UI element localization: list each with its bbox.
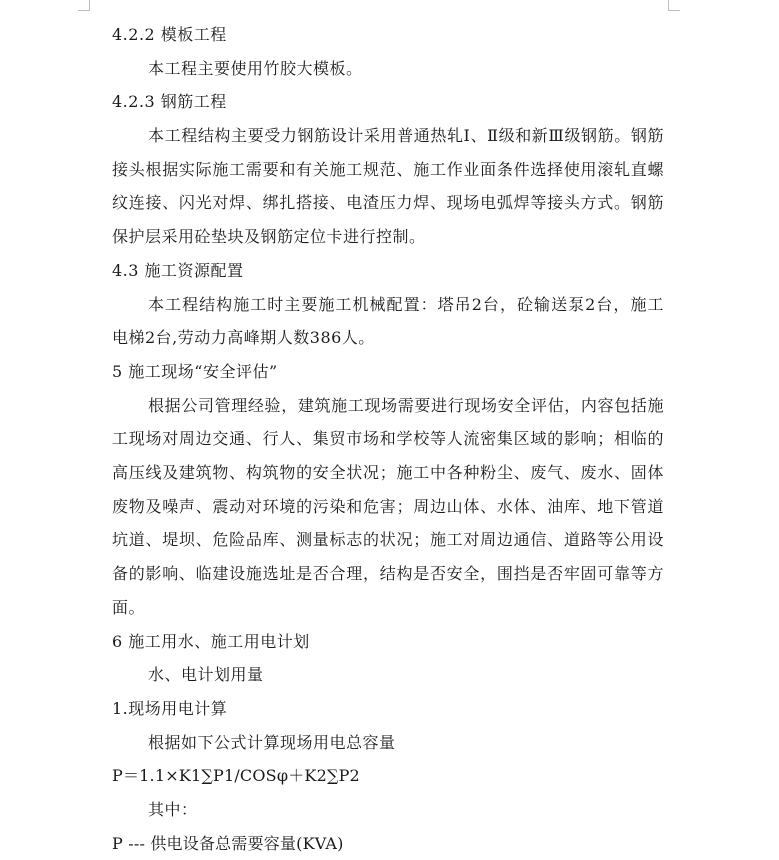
paragraph-formwork: 本工程主要使用竹胶大模板。 (148, 58, 363, 78)
document-body (112, 18, 664, 860)
heading-6-1: 1.现场用电计算 (112, 698, 228, 718)
power-formula: P＝1.1×K1∑P1/COSφ＋K2∑P2 (112, 766, 360, 786)
heading-4-3: 4.3 施工资源配置 (112, 260, 244, 280)
crop-mark-left-vertical (89, 0, 90, 10)
paragraph-water-power-plan: 水、电计划用量 (148, 665, 264, 685)
paragraph-safety-assessment: 根据公司管理经验，建筑施工现场需要进行现场安全评估，内容包括施工现场对周边交通、行人、集贸市场和学校等人流密集区域的影响；相临的高压线及建筑物、构筑物的安全状况；施工中各种粉尘、废气、废水、固体废物及噪声、震动对环境的污染和危害；周边山体、水体、油库、地下管道坑道、堤坝、危险品库、测量标志的状况；施工对周边通信、道路等公用设备的影响、临建设施选址是否合理，结构是否安全，围挡是否牢固可靠等方面。 (112, 395, 664, 617)
definition-p: P --- 供电设备总需要容量(KVA) (112, 833, 344, 853)
heading-4-2-2: 4.2.2 模板工程 (112, 25, 227, 44)
heading-4-2-3: 4.2.3 钢筋工程 (112, 92, 227, 112)
paragraph-rebar: 本工程结构主要受力钢筋设计采用普通热轧Ⅰ、Ⅱ级和新Ⅲ级钢筋。钢筋接头根据实际施工需要和有关施工规范、施工作业面条件选择使用滚轧直螺纹连接、闪光对焊、绑扎搭接、电渣压力焊、现场电弧焊等接头方式。钢筋保护层采用砼垫块及钢筋定位卡进行控制。 (112, 126, 664, 247)
crop-mark-right-vertical (668, 0, 669, 10)
paragraph-resources: 本工程结构施工时主要施工机械配置：塔吊2台，砼输送泵2台，施工电梯2台,劳动力高峰期人数386人。 (112, 294, 664, 348)
paragraph-where: 其中： (148, 800, 198, 820)
crop-mark-left-horizontal (78, 10, 90, 11)
paragraph-formula-intro: 根据如下公式计算现场用电总容量 (148, 732, 396, 752)
heading-6: 6 施工用水、施工用电计划 (112, 631, 310, 651)
crop-mark-right-horizontal (668, 10, 680, 11)
heading-5: 5 施工现场“安全评估” (112, 361, 278, 381)
